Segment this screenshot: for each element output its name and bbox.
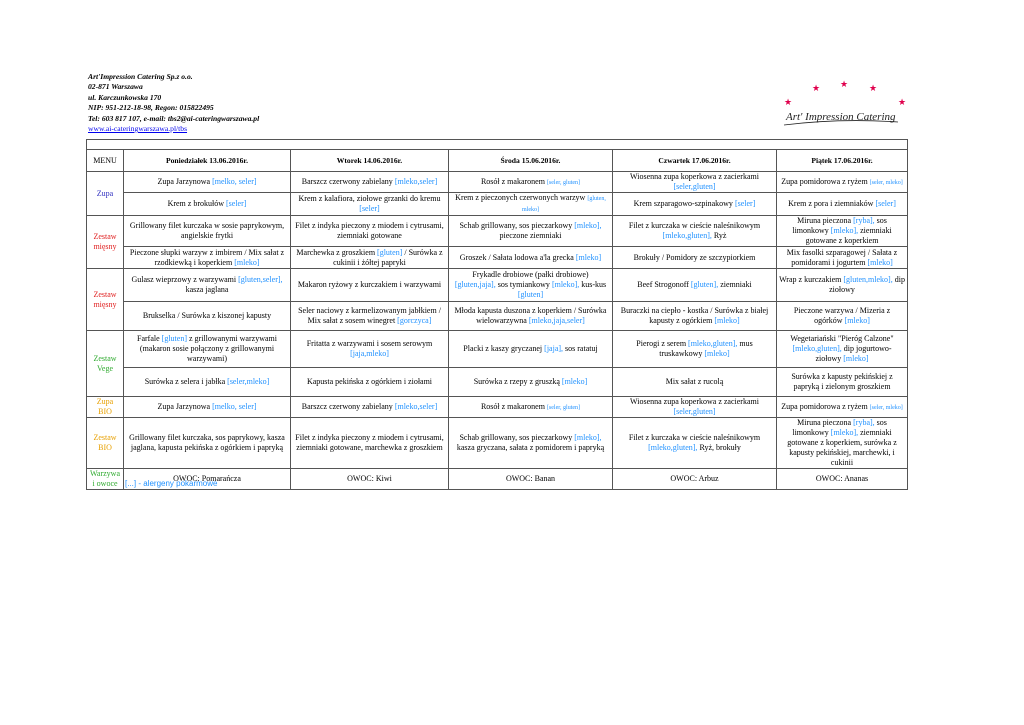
dish-text: OWOC: Arbuz: [670, 474, 719, 483]
allergen-tag: [mleko],: [574, 221, 602, 230]
dish-text: Pieczone warzywa / Mizeria z ogórków: [793, 306, 891, 325]
logo-text: Art' Impression Catering: [786, 111, 896, 123]
dish-text: Surówka z selera i jabłka: [144, 377, 228, 386]
dish-text: Brukselka / Surówka z kiszonej kapusty: [142, 311, 272, 320]
dish-text: kus-kus: [579, 280, 607, 289]
allergen-tag: [seler, mleko]: [869, 179, 903, 186]
dish-text: Rosół z makaronem: [480, 176, 547, 186]
dish-text: Zupa pomidorowa z ryżem: [781, 176, 870, 186]
allergen-tag: [seler]: [226, 199, 247, 208]
dish-cell: [291, 302, 449, 331]
dish-cell: [124, 397, 291, 418]
dish-text: pieczone ziemniaki: [499, 231, 562, 240]
weekly-menu-table: [86, 139, 908, 490]
allergen-tag: [mleko]: [867, 257, 893, 267]
dish-text: Filet z indyka pieczony z miodem i cytrusami, ziemniaki gotowane: [295, 221, 444, 240]
star-icon: ★: [784, 98, 793, 108]
allergen-tag: [jaja,mleko]: [350, 349, 389, 358]
menu-row: [87, 172, 908, 193]
dish-text: Placki z kaszy gryczanej: [463, 344, 545, 353]
allergen-tag: [mleko],: [551, 280, 580, 289]
menu-row: [87, 302, 908, 331]
dish-cell: [777, 418, 908, 469]
dish-cell: [613, 269, 777, 302]
dish-text: Rosół z makaronem: [480, 401, 547, 411]
dish-text: Krem z pora i ziemniaków: [788, 199, 876, 208]
dish-text: Mix sałat z rucolą: [665, 377, 724, 386]
star-icon: ★: [812, 84, 821, 94]
allergen-tag: [seler, mleko]: [869, 404, 903, 411]
dish-cell: [449, 469, 613, 490]
allergen-tag: [mleko]: [561, 377, 588, 386]
dish-cell: [291, 469, 449, 490]
dish-cell: [777, 216, 908, 247]
dish-text: Schab grillowany, sos pieczarkowy: [459, 433, 575, 442]
dish-cell: [613, 397, 777, 418]
allergen-tag: [gluten, mleko]: [522, 196, 606, 213]
dish-text: Filet z indyka pieczony z miodem i cytrusami, ziemniaki gotowane, marchewka z groszkiem: [295, 433, 444, 452]
menu-row: [87, 331, 908, 368]
dish-cell: [124, 247, 291, 269]
allergen-tag: [seler, gluten]: [546, 404, 581, 411]
dish-cell: [124, 331, 291, 368]
menu-row: [87, 397, 908, 418]
allergen-tag: [mleko,seler]: [394, 402, 438, 411]
dish-cell: [613, 331, 777, 368]
dish-cell: [449, 193, 613, 216]
dish-text: Ryż: [711, 231, 727, 240]
dish-text: dip jogurtowo- ziołowy: [815, 344, 892, 363]
dish-cell: [777, 302, 908, 331]
dish-cell: [777, 247, 908, 269]
dish-cell: [449, 331, 613, 368]
dish-text: OWOC: Pomarańcza: [173, 474, 241, 483]
dish-cell: [777, 469, 908, 490]
menu-corner-label: MENU: [87, 150, 124, 172]
dish-text: Seler naciowy z karmelizowanym jabłkiem / Mix sałat z sosem winegret: [298, 306, 441, 325]
meal-category-label: Zestaw mięsny: [87, 269, 124, 331]
dish-text: Wiosenna zupa koperkowa z zacierkami: [630, 397, 759, 406]
dish-cell: [613, 368, 777, 397]
dish-cell: [613, 247, 777, 269]
allergen-tag: [mleko]: [714, 316, 740, 325]
day-header: Środa 15.06.2016r.: [449, 150, 613, 172]
meal-category-label: Zestaw Vege: [87, 331, 124, 397]
day-header: Wtorek 14.06.2016r.: [291, 150, 449, 172]
meal-category-label: Zestaw mięsny: [87, 216, 124, 269]
dish-cell: [777, 193, 908, 216]
dish-text: Grillowany filet kurczaka, sos paprykowy, kasza jaglana, kapusta pekińska z ogórkiem i papryką: [129, 433, 285, 452]
dish-cell: [449, 216, 613, 247]
dish-text: Surówka z kapusty pekińskiej z papryką i zielonym groszkiem: [791, 372, 893, 391]
dish-text: Surówka z rzepy z gruszką: [473, 377, 562, 386]
dish-text: sos limonkowy: [792, 216, 887, 235]
dish-cell: [124, 418, 291, 469]
menu-row: [87, 269, 908, 302]
dish-text: Wegetariański "Pieróg Calzone": [790, 334, 894, 343]
allergen-tag: [mleko]: [843, 354, 869, 363]
dish-text: / Surówka z cukinii i żółtej papryki: [333, 247, 443, 267]
allergen-tag: [melko, seler]: [212, 402, 257, 411]
allergen-tag: [mleko]: [704, 349, 730, 358]
dish-cell: [291, 368, 449, 397]
dish-text: dip ziołowy: [829, 275, 905, 294]
dish-cell: [291, 269, 449, 302]
star-icon: ★: [898, 98, 907, 108]
company-header: [88, 72, 259, 134]
dish-text: OWOC: Ananas: [815, 474, 869, 483]
dish-cell: [291, 397, 449, 418]
dish-text: Wiosenna zupa koperkowa z zacierkami: [630, 172, 759, 181]
dish-cell: [291, 216, 449, 247]
dish-text: Zupa pomidorowa z ryżem: [781, 401, 870, 411]
meal-category-label: Zestaw BIO: [87, 418, 124, 469]
dish-text: z grillowanymi warzywami (makaron sosie połączony z grillowanymi warzywami): [139, 334, 277, 363]
dish-cell: [449, 172, 613, 193]
dish-cell: [124, 172, 291, 193]
dish-text: mus truskawkowy: [659, 339, 753, 358]
dish-cell: [124, 193, 291, 216]
allergen-tag: [seler, gluten]: [546, 179, 581, 186]
dish-cell: [291, 331, 449, 368]
menu-row: [87, 216, 908, 247]
dish-text: OWOC: Banan: [505, 474, 556, 483]
dish-cell: [449, 397, 613, 418]
dish-cell: [291, 172, 449, 193]
dish-text: Groszek / Sałata lodowa a'la grecka: [459, 252, 576, 262]
star-icon: ★: [840, 80, 849, 90]
dish-cell: [613, 302, 777, 331]
dish-text: Gulasz wieprzowy z warzywami: [131, 275, 239, 284]
allergen-tag: [jaja],: [544, 344, 564, 353]
meal-category-label: Zupa BIO: [87, 397, 124, 418]
company-website-link[interactable]: www.ai-cateringwarszawa.pl/tbs: [88, 124, 188, 134]
allergen-tag: [mleko],: [830, 226, 859, 235]
dish-text: sos tymiankowy: [495, 280, 552, 289]
dish-text: Filet z kurczaka w cieście naleśnikowym: [628, 221, 761, 230]
allergen-tag: [gluten]: [377, 247, 403, 257]
dish-text: Makaron ryżowy z kurczakiem i warzywami: [297, 280, 442, 289]
dish-cell: [449, 247, 613, 269]
dish-text: sos ratatuj: [563, 344, 598, 353]
allergen-tag: [gluten],: [690, 280, 719, 289]
dish-text: Kapusta pekińska z ogórkiem i ziołami: [306, 377, 433, 386]
dish-text: Krem z pieczonych czerwonych warzyw: [455, 193, 588, 202]
allergen-tag: [gluten,seler],: [238, 275, 283, 284]
dish-text: Zupa Jarzynowa: [157, 177, 213, 186]
dish-cell: [613, 469, 777, 490]
allergen-tag: [gluten,mleko],: [843, 275, 893, 284]
dish-text: Krem szparagowo-szpinakowy: [633, 199, 735, 208]
dish-text: ziemniaki: [718, 280, 752, 289]
dish-cell: [124, 302, 291, 331]
dish-cell: [613, 193, 777, 216]
dish-cell: [777, 172, 908, 193]
company-name: Art'Impression Catering Sp.z o.o.: [88, 72, 193, 81]
allergen-tag: [seler,gluten]: [673, 182, 716, 191]
dish-cell: [291, 418, 449, 469]
dish-text: Krem z kalafiora, ziołowe grzanki do kremu: [298, 194, 441, 203]
dish-cell: [449, 368, 613, 397]
dish-text: Pierogi z serem: [636, 339, 689, 348]
dish-cell: [124, 269, 291, 302]
allergen-tag: [gorczyca]: [397, 316, 432, 325]
logo-stars: [784, 80, 906, 108]
allergen-tag: [gluten]: [161, 334, 187, 343]
dish-text: OWOC: Kiwi: [347, 474, 392, 483]
dish-text: Pieczone słupki warzyw z imbirem / Mix sałat z rzodkiewką i koperkiem: [129, 247, 285, 267]
company-postal: 02-871 Warszawa: [88, 82, 143, 92]
dish-cell: [613, 418, 777, 469]
dish-text: Młoda kapusta duszona z koperkiem / Surówka wielowarzywna: [454, 306, 607, 325]
spacer-row: [87, 140, 908, 150]
dish-text: Filet z kurczaka w cieście naleśnikowym: [628, 433, 761, 442]
allergen-tag: [ryba],: [853, 418, 875, 427]
allergen-tag: [seler,gluten]: [673, 407, 716, 416]
allergen-tag: [gluten]: [517, 290, 544, 299]
allergen-tag: [seler]: [359, 204, 380, 213]
allergen-tag: [seler]: [734, 199, 756, 208]
dish-cell: [291, 193, 449, 216]
dish-text: Frykadle drobiowe (pałki drobiowe): [472, 270, 589, 279]
menu-row: [87, 247, 908, 269]
allergen-legend: [...] - alergeny pokarmowe: [125, 479, 218, 488]
dish-cell: [613, 172, 777, 193]
company-contact: Tel: 603 817 107, e-mail: tbs2@ai-cateringwarszawa.pl: [88, 113, 260, 123]
dish-cell: [613, 216, 777, 247]
dish-text: Brokuły / Pomidory ze szczypiorkiem: [633, 252, 756, 262]
allergen-tag: [ryba],: [853, 216, 875, 225]
dish-text: Barszcz czerwony zabielany: [301, 177, 395, 186]
dish-cell: [777, 397, 908, 418]
allergen-tag: [mleko]: [575, 252, 602, 262]
dish-cell: [777, 269, 908, 302]
dish-text: kasza gryczana, sałata z pomidorem i papryką: [456, 443, 605, 452]
dish-cell: [449, 269, 613, 302]
day-header: Poniedziałek 13.06.2016r.: [124, 150, 291, 172]
allergen-tag: [mleko,gluten],: [688, 339, 738, 348]
dish-cell: [291, 247, 449, 269]
dish-text: Farfale: [137, 334, 162, 343]
dish-text: Fritatta z warzywami i sosem serowym: [306, 339, 433, 348]
dish-text: Miruna pieczona: [797, 216, 854, 225]
allergen-tag: [mleko]: [234, 257, 260, 267]
dish-text: Marchewka z groszkiem: [296, 247, 378, 257]
allergen-tag: [mleko,gluten],: [662, 231, 712, 240]
allergen-tag: [mleko,gluten],: [648, 443, 698, 452]
dish-text: Buraczki na ciepło - kostka / Surówka z białej kapusty z ogórkiem: [620, 306, 769, 325]
company-street: ul. Karczunkowska 170: [88, 92, 162, 102]
dish-cell: [124, 368, 291, 397]
dish-text: Miruna pieczona: [797, 418, 854, 427]
allergen-tag: [mleko,gluten],: [792, 344, 842, 353]
allergen-tag: [melko, seler]: [212, 177, 257, 186]
dish-text: Beef Strogonoff: [637, 280, 691, 289]
catering-logo: [780, 78, 915, 130]
company-nip: NIP: 951-212-18-98, Regon: 015822495: [88, 103, 214, 113]
meal-category-label: Zupa: [87, 172, 124, 216]
menu-row: [87, 193, 908, 216]
dish-cell: [449, 302, 613, 331]
dish-cell: [777, 368, 908, 397]
dish-text: Grillowany filet kurczaka w sosie paprykowym, angielskie frytki: [129, 221, 285, 240]
allergen-tag: [mleko],: [830, 428, 859, 437]
dish-text: Schab grillowany, sos pieczarkowy: [459, 221, 575, 230]
dish-cell: [449, 418, 613, 469]
dish-text: Ryż, brokuły: [697, 443, 741, 452]
dish-text: Krem z brokułów: [167, 199, 226, 208]
dish-text: ziemniaki gotowane z koperkiem, surówka z kapusty pekińskiej, marchewki, i cukinii: [787, 428, 897, 467]
allergen-tag: [mleko]: [844, 316, 870, 325]
menu-row: [87, 368, 908, 397]
allergen-tag: [mleko,seler]: [394, 177, 438, 186]
menu-row: [87, 418, 908, 469]
day-header: Piątek 17.06.2016r.: [777, 150, 908, 172]
dish-text: ziemniaki gotowane z koperkiem: [805, 226, 892, 245]
day-header: Czwartek 17.06.2016r.: [613, 150, 777, 172]
dish-text: kasza jaglana: [185, 285, 229, 294]
dish-text: Wrap z kurczakiem: [779, 275, 844, 284]
star-icon: ★: [869, 84, 878, 94]
dish-cell: [124, 216, 291, 247]
allergen-tag: [seler,mleko]: [227, 377, 270, 386]
header-row: [87, 150, 908, 172]
allergen-tag: [seler]: [875, 199, 896, 208]
meal-category-label: Warzywa i owoce: [87, 469, 124, 490]
allergen-tag: [gluten,jaja],: [454, 280, 496, 289]
dish-text: sos limonkowy: [792, 418, 887, 437]
dish-text: Mix fasolki szparagowej / Sałata z pomidorami i jogurtem: [786, 247, 898, 267]
dish-text: Barszcz czerwony zabielany: [301, 402, 395, 411]
allergen-tag: [mleko,jaja,seler]: [528, 316, 585, 325]
allergen-tag: [mleko],: [574, 433, 602, 442]
dish-text: Zupa Jarzynowa: [157, 402, 213, 411]
dish-cell: [777, 331, 908, 368]
